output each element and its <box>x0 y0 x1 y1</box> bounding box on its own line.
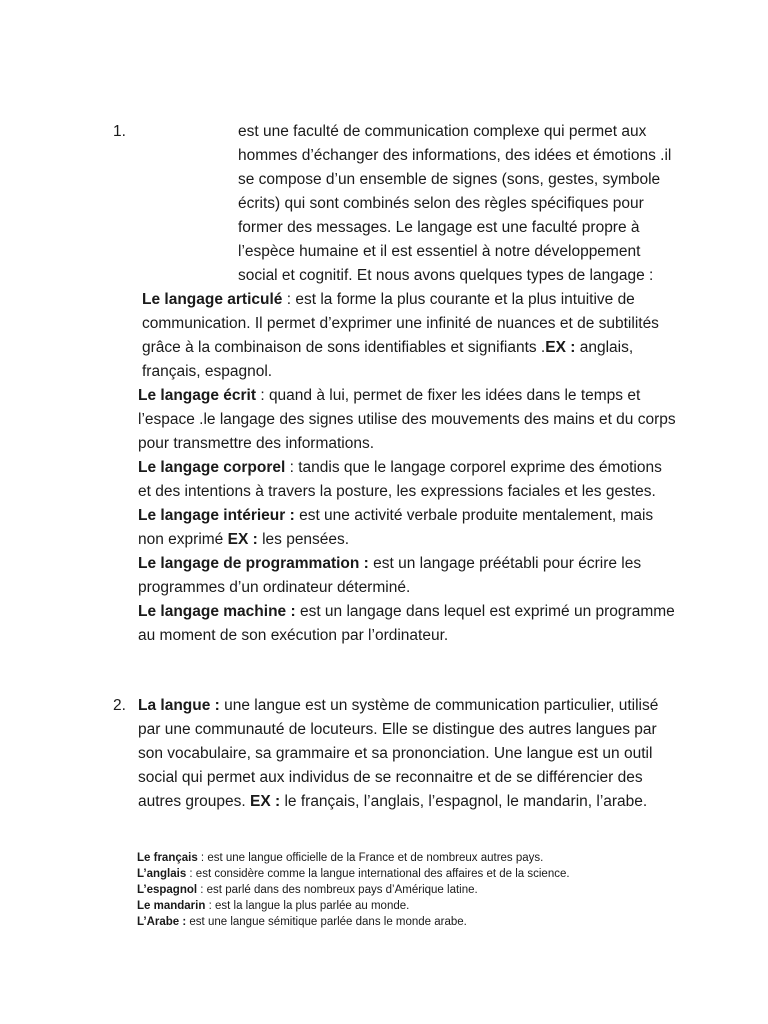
text-programmation: est un langage préétabli pour écrire les programmes d’un ordinateur déterminé. <box>138 555 642 596</box>
language-notes <box>137 850 697 930</box>
text-langue: une langue est un système de communication particulier, utilisé par une communauté de locuteurs. Elle se distingue des autres langues par son vocabulaire, sa grammaire et sa prononciation. Une langue est un outil social qui permet aux individus de se reconnaitre et de se différencier des autres groupes. <box>138 697 659 810</box>
term-interieur: Le langage intérieur : <box>138 507 295 524</box>
ex-label: EX : <box>545 339 576 356</box>
type-articule: Le langage articulé : est la forme la plus courante et la plus intuitive de communication. Il permet d’exprimer une infinité de nuances et de subtilités grâce à la combinaison de sons identifiables et signifiants .EX : anglais, français, espagnol. <box>142 291 659 380</box>
ex-label: EX : <box>227 531 258 548</box>
term-corporel: Le langage corporel <box>138 459 286 476</box>
list-number-1: 1. <box>113 123 126 140</box>
text-machine: est un langage dans lequel est exprimé un programme au moment de son exécution par l’ordinateur. <box>138 603 675 644</box>
section-langage <box>138 120 678 648</box>
note-francais: Le français : est une langue officielle de la France et de nombreux autres pays. <box>137 852 544 864</box>
note-anglais: L’anglais : est considère comme la langue international des affaires et de la science. <box>137 868 570 880</box>
type-corporel: Le langage corporel : tandis que le langage corporel exprime des émotions et des intentions à travers la posture, les expressions faciales et les gestes. <box>138 459 662 500</box>
type-programmation <box>138 552 678 600</box>
langage-intro: est une faculté de communication complexe qui permet aux hommes d’échanger des informations, des idées et émotions .il se compose d’un ensemble de signes (sons, gestes, symbole écrits) qui sont combinés selon des règles spécifiques pour former des messages. Le langage est une faculté propre à l’espèce humaine et il est essentiel à notre développement social et cognitif. Et nous avons quelques types de langage : <box>238 123 672 284</box>
note-arabe: L’Arabe : est une langue sémitique parlée dans le monde arabe. <box>137 916 467 928</box>
langue-paragraph: La langue : une langue est un système de communication particulier, utilisé par une communauté de locuteurs. Elle se distingue des autres langues par son vocabulaire, sa grammaire et sa prononciation. Une langue est un outil social qui permet aux individus de se reconnaitre et de se différencier des autres groupes. EX : le français, l’anglais, l’espagnol, le mandarin, l’arabe. <box>138 697 659 810</box>
type-ecrit: Le langage écrit : quand à lui, permet de fixer les idées dans le temps et l’espace .le langage des signes utilise des mouvements des mains et du corps pour transmettre des informations. <box>138 387 676 452</box>
term-machine: Le langage machine : <box>138 603 296 620</box>
text-corporel: tandis que le langage corporel exprime des émotions et des intentions à travers la posture, les expressions faciales et les gestes. <box>138 459 662 500</box>
term-langue: La langue : <box>138 697 220 714</box>
text-ecrit: quand à lui, permet de fixer les idées dans le temps et l’espace .le langage des signes utilise des mouvements des mains et du corps pour transmettre des informations. <box>138 387 676 452</box>
type-machine <box>138 600 678 648</box>
term-ecrit: Le langage écrit <box>138 387 257 404</box>
ex-label: EX : <box>250 793 281 810</box>
term-programmation: Le langage de programmation : <box>138 555 369 572</box>
text-articule: est la forme la plus courante et la plus intuitive de communication. Il permet d’exprimer une infinité de nuances et de subtilités grâce à la combinaison de sons identifiables et signifiants . <box>142 291 659 356</box>
text-interieur: est une activité verbale produite mentalement, mais non exprimé <box>138 507 654 548</box>
list-number-2: 2. <box>113 697 126 714</box>
type-interieur: Le langage intérieur : est une activité verbale produite mentalement, mais non exprimé EX : les pensées. <box>138 507 654 548</box>
note-mandarin: Le mandarin : est la langue la plus parlée au monde. <box>137 900 410 912</box>
term-articule: Le langage articulé <box>142 291 283 308</box>
section-langue <box>138 694 678 814</box>
note-espagnol: L’espagnol : est parlé dans des nombreux pays d’Amérique latine. <box>137 884 478 896</box>
